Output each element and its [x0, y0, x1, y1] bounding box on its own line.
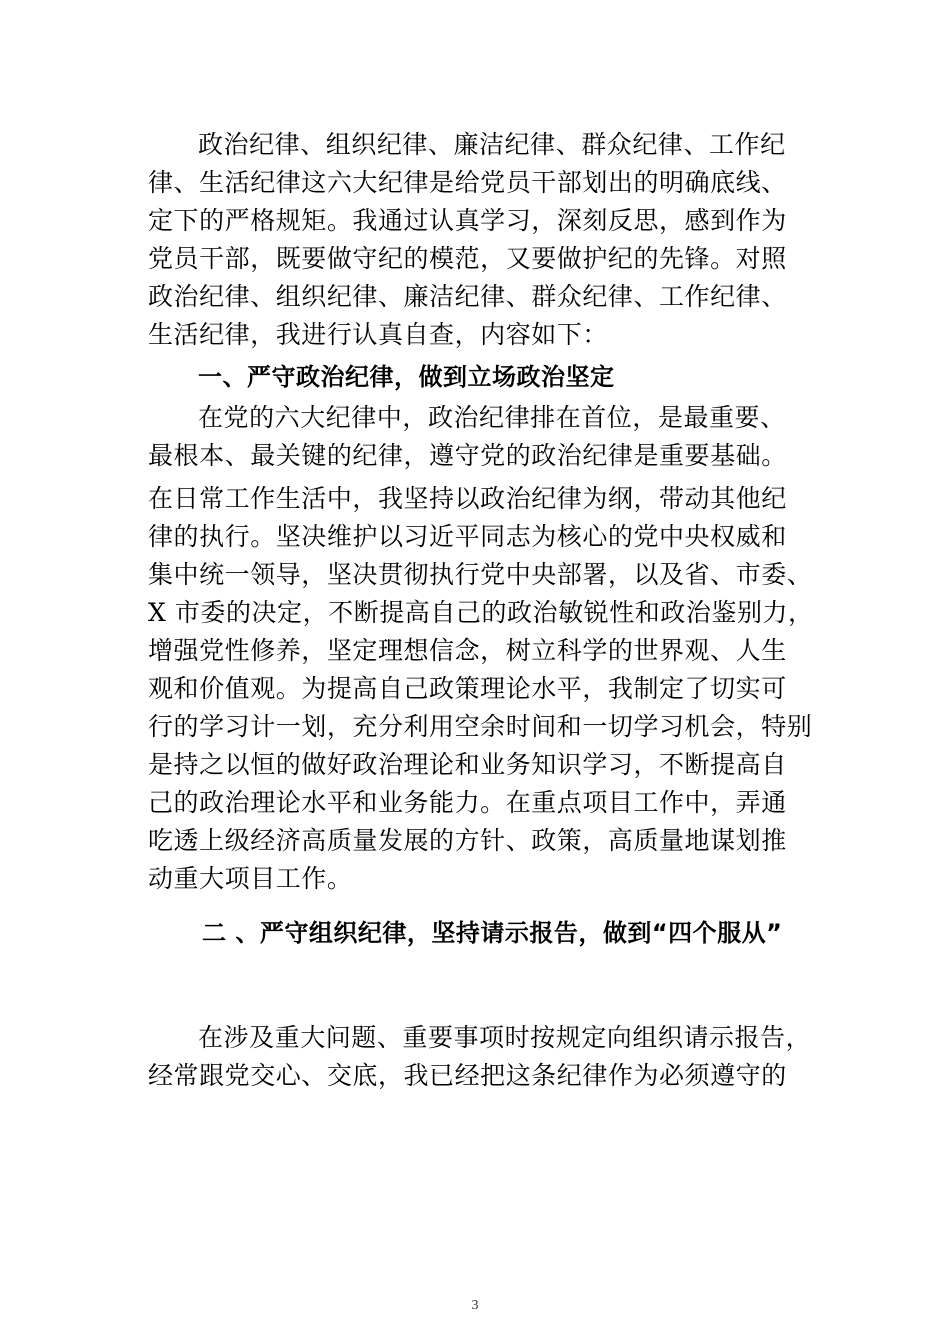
paragraph-2-line-11: 己的政治理论水平和业务能力。在重点项目工作中，弄通 — [148, 788, 787, 817]
paragraph-1-line-4: 党员干部，既要做守纪的模范，又要做护纪的先锋。对照 — [148, 244, 787, 273]
paragraph-3-line-1: 在涉及重大问题、重要事项时按规定向组织请示报告， — [198, 1023, 812, 1052]
paragraph-1-line-5: 政治纪律、组织纪律、廉洁纪律、群众纪律、工作纪律、 — [148, 282, 787, 311]
paragraph-1-line-1: 政治纪律、组织纪律、廉洁纪律、群众纪律、工作纪 — [198, 130, 786, 159]
page-number: 3 — [471, 1298, 479, 1313]
paragraph-2-line-6: X 市委的决定，不断提高自己的政治敏锐性和政治鉴别力， — [148, 598, 814, 627]
paragraph-2-line-12: 吃透上级经济高质量发展的方针、政策，高质量地谋划推 — [148, 826, 787, 855]
paragraph-2-line-8: 观和价值观。为提高自己政策理论水平，我制定了切实可 — [148, 674, 787, 703]
paragraph-2-line-2: 最根本、最关键的纪律，遵守党的政治纪律是重要基础。 — [148, 441, 787, 470]
paragraph-2-line-4: 律的执行。坚决维护以习近平同志为核心的党中央权威和 — [148, 522, 787, 551]
paragraph-2-line-3: 在日常工作生活中，我坚持以政治纪律为纲，带动其他纪 — [148, 484, 787, 513]
paragraph-2-line-9: 行的学习计一划，充分利用空余时间和一切学习机会，特别 — [148, 712, 813, 741]
paragraph-3-line-2: 经常跟党交心、交底，我已经把这条纪律作为必须遵守的 — [148, 1061, 787, 1090]
section-heading-1: 一、严守政治纪律，做到立场政治坚定 — [198, 363, 615, 391]
section-heading-2: 二 、严守组织纪律，坚持请示报告，做到“四个服从” — [202, 919, 783, 947]
paragraph-2-line-5: 集中统一领导，坚决贯彻执行党中央部署，以及省、市委、 — [148, 560, 813, 589]
paragraph-1-line-3: 定下的严格规矩。我通过认真学习，深刻反思，感到作为 — [148, 206, 787, 235]
paragraph-2-line-7: 增强党性修养，坚定理想信念，树立科学的世界观、人生 — [148, 636, 787, 665]
paragraph-2-line-1: 在党的六大纪律中，政治纪律排在首位，是最重要、 — [198, 403, 786, 432]
paragraph-1-line-2: 律、生活纪律这六大纪律是给党员干部划出的明确底线、 — [148, 168, 787, 197]
paragraph-2-line-13: 动重大项目工作。 — [148, 864, 353, 893]
paragraph-2-line-10: 是持之以恒的做好政治理论和业务知识学习，不断提高自 — [148, 750, 787, 779]
paragraph-1-line-6: 生活纪律，我进行认真自查，内容如下： — [148, 320, 608, 349]
